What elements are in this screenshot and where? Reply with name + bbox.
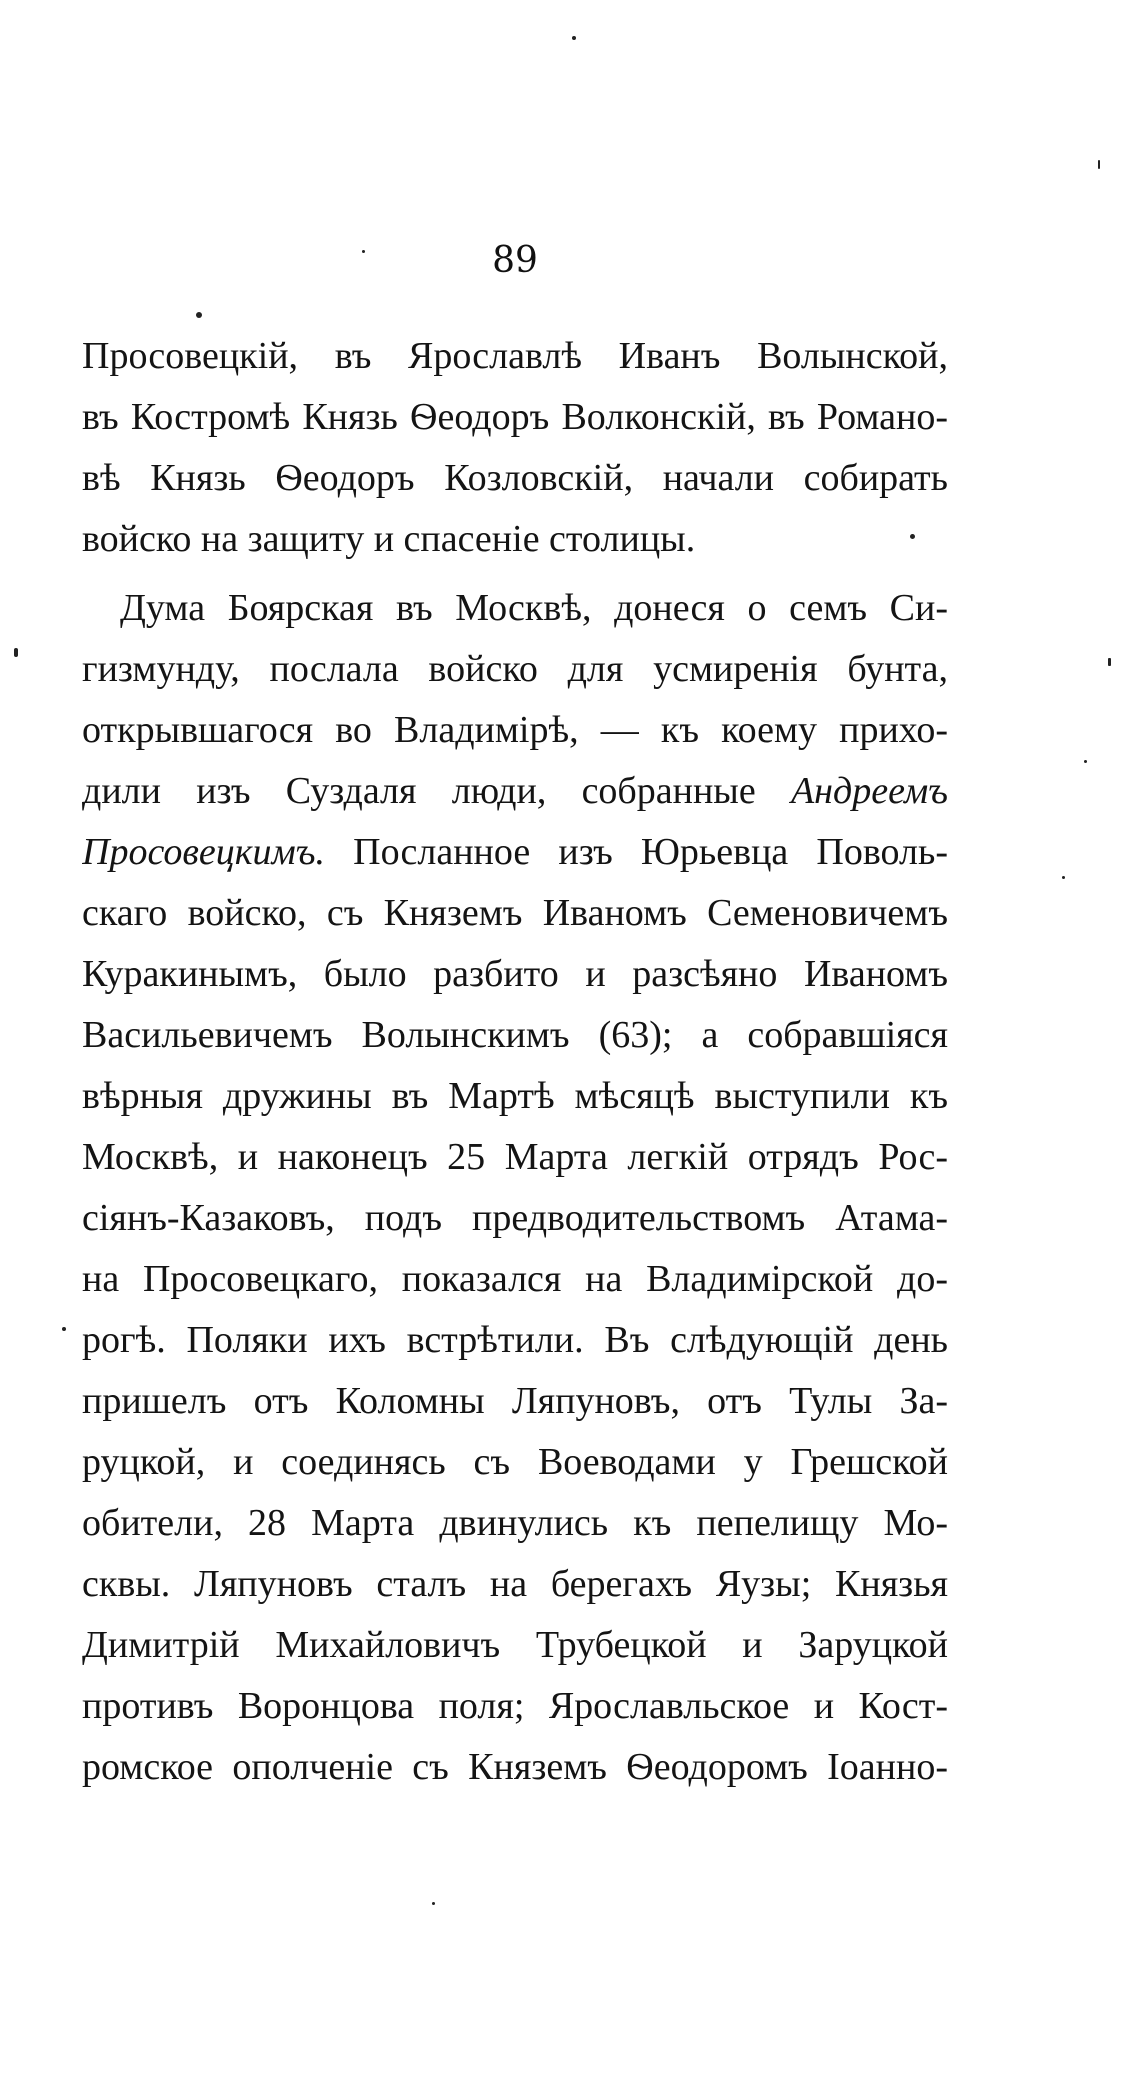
paragraph-gap xyxy=(82,570,948,578)
text-span: дили изъ Суздаля люди, собранные xyxy=(82,770,791,812)
scan-speck xyxy=(1098,160,1100,169)
text-line: обители, 28 Марта двинулись къ пепелищу Мо- xyxy=(82,1502,948,1544)
text-body xyxy=(82,326,948,1798)
text-line: ромское ополченіе съ Княземъ Ѳеодоромъ Іоанно- xyxy=(82,1746,948,1788)
text-line: скаго войско, съ Княземъ Иваномъ Семеновичемъ xyxy=(82,892,948,934)
text-line: въ Костромѣ Князь Ѳеодоръ Волконскій, въ Романо- xyxy=(82,396,948,438)
text-line: пришелъ отъ Коломны Ляпуновъ, отъ Тулы За- xyxy=(82,1380,948,1422)
scan-speck xyxy=(14,648,18,657)
scan-speck xyxy=(196,312,202,318)
text-line: противъ Воронцова поля; Ярославльское и Кост- xyxy=(82,1685,948,1727)
text-line: войско на защиту и спасеніе столицы. xyxy=(82,518,696,560)
text-line: сіянъ-Казаковъ, подъ предводительствомъ Атама- xyxy=(82,1197,948,1239)
text-line: Васильевичемъ Волынскимъ (63); а собравшіяся xyxy=(82,1014,948,1056)
text-line: сквы. Ляпуновъ сталъ на берегахъ Яузы; Князья xyxy=(82,1563,948,1605)
scan-speck xyxy=(910,534,915,539)
scan-speck xyxy=(432,1902,435,1905)
italic-name: Просовецкимъ. xyxy=(82,831,325,873)
text-line: вѣрныя дружины въ Мартѣ мѣсяцѣ выступили къ xyxy=(82,1075,948,1117)
text-line: на Просовецкаго, показался на Владимірской до- xyxy=(82,1258,948,1300)
text-line: открывшагося во Владимірѣ, — къ коему прихо- xyxy=(82,709,948,751)
scan-speck xyxy=(362,250,365,253)
text-span: Посланное изъ Юрьевца Поволь- xyxy=(324,831,948,873)
text-line: рогѣ. Поляки ихъ встрѣтили. Въ слѣдующій день xyxy=(82,1319,948,1361)
text-line: Дума Боярская въ Москвѣ, донеся о семъ Си- xyxy=(120,587,948,629)
page-number: 89 xyxy=(492,240,538,281)
text-line-with-italic xyxy=(82,822,948,883)
text-line: Куракинымъ, было разбито и разсѣяно Иваномъ xyxy=(82,953,948,995)
text-line: Просовецкій, въ Ярославлѣ Иванъ Волынской, xyxy=(82,335,948,377)
text-line: Димитрій Михайловичъ Трубецкой и Заруцкой xyxy=(82,1624,948,1666)
text-line: Москвѣ, и наконецъ 25 Марта легкій отрядъ Рос- xyxy=(82,1136,948,1178)
scan-speck xyxy=(572,36,576,40)
scan-speck xyxy=(1062,876,1065,879)
scan-speck xyxy=(1108,658,1111,666)
text-line: руцкой, и соединясь съ Воеводами у Грешской xyxy=(82,1441,948,1483)
text-line-with-italic xyxy=(82,761,948,822)
scan-speck xyxy=(1084,760,1087,763)
scan-speck xyxy=(62,1327,66,1331)
text-line: вѣ Князь Ѳеодоръ Козловскій, начали собирать xyxy=(82,457,948,499)
text-line: гизмунду, послала войско для усмиренія бунта, xyxy=(82,648,948,690)
italic-name: Андреемъ xyxy=(790,770,948,812)
